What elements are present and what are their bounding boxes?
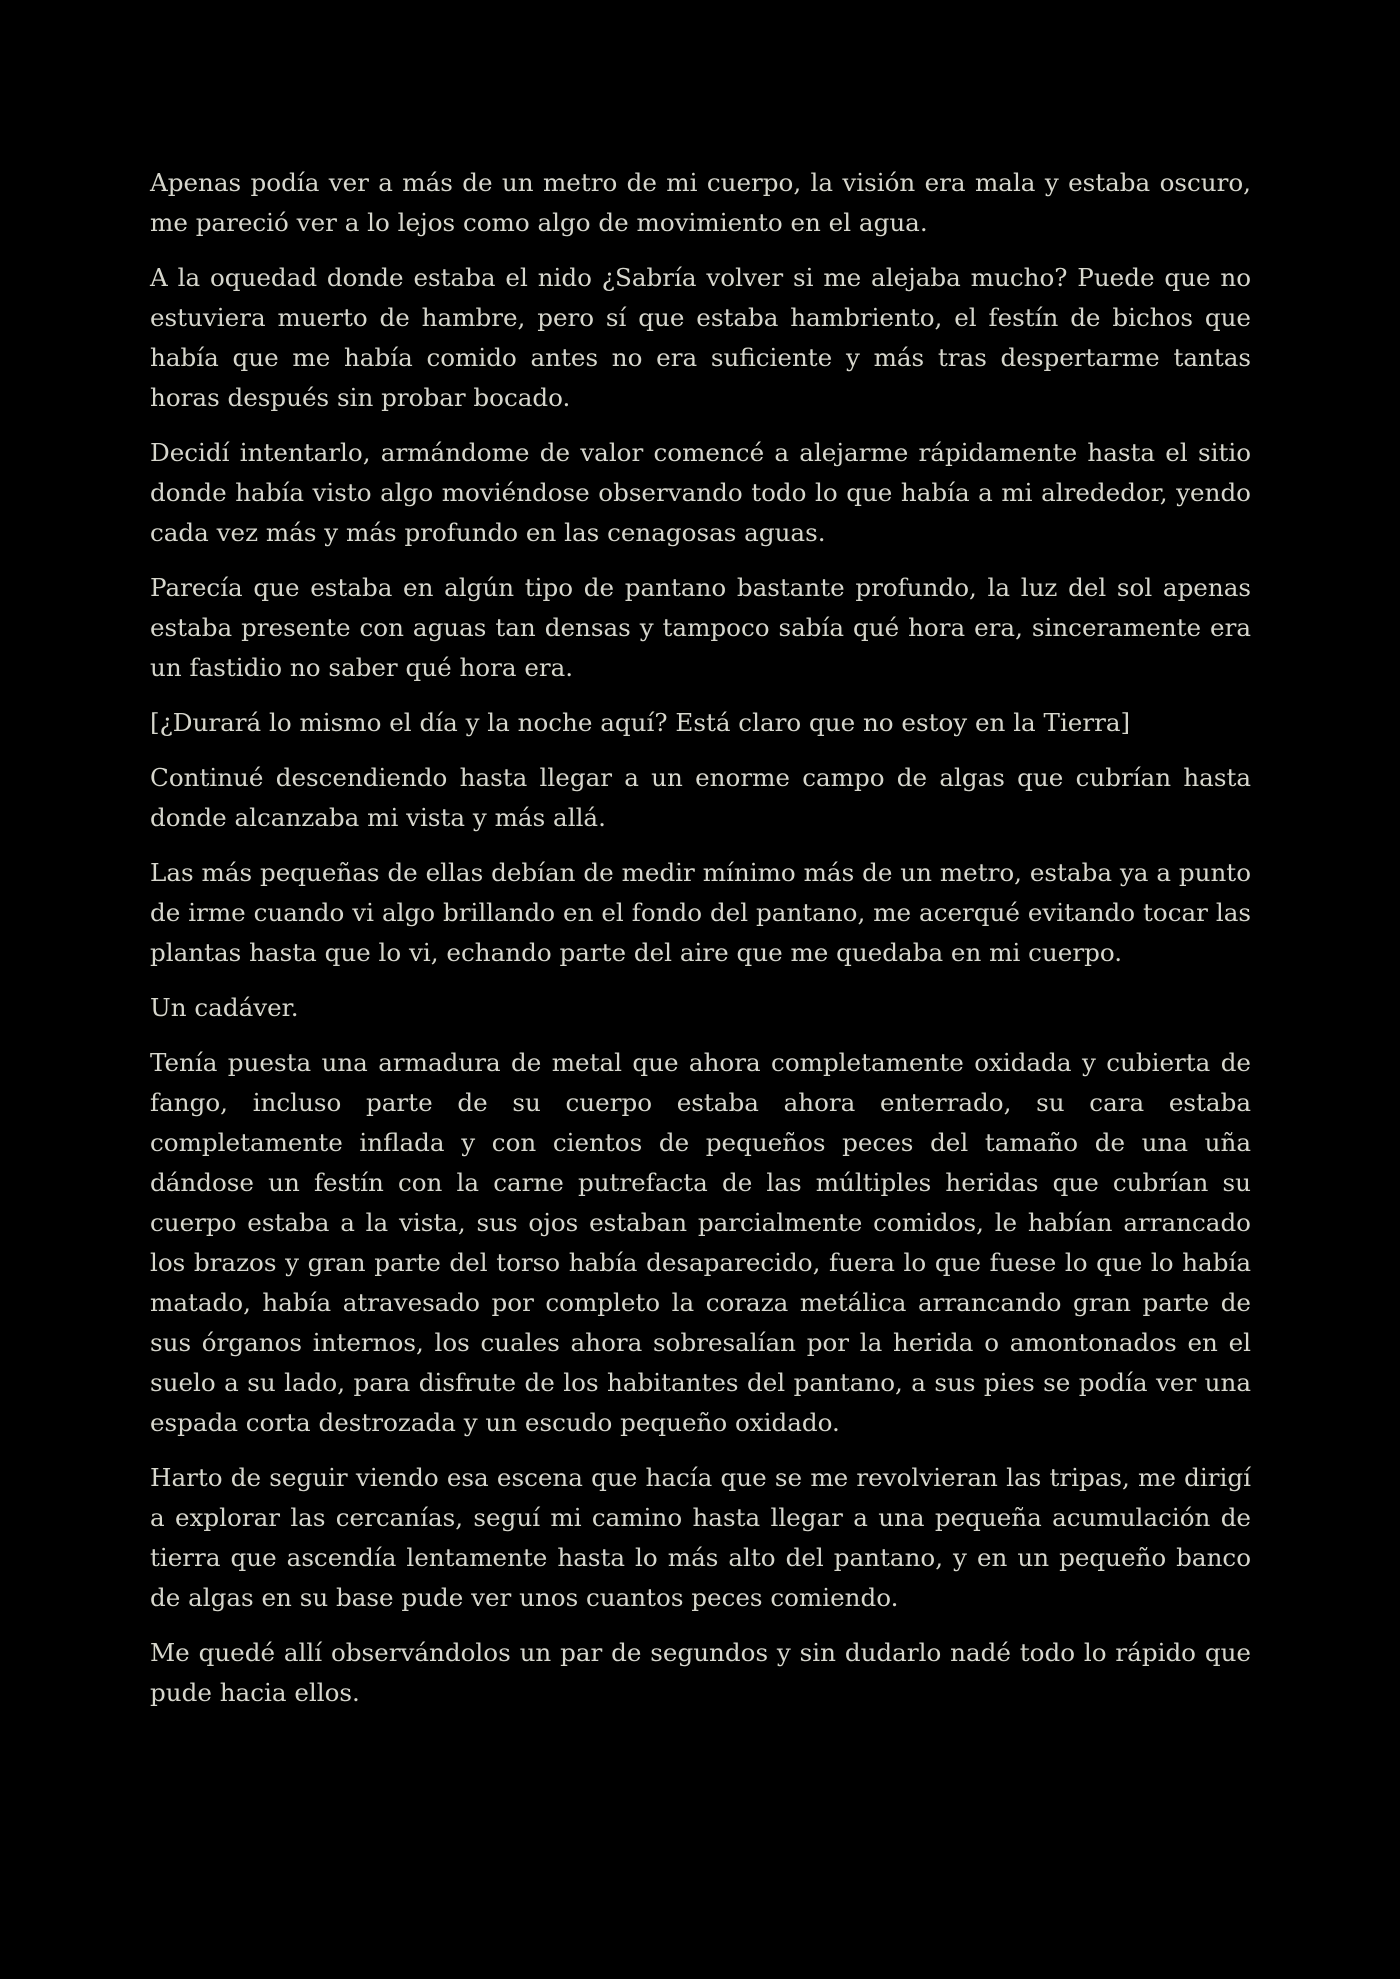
- paragraph: Me quedé allí observándolos un par de segundos y sin dudarlo nadé todo lo rápido que pude hacia ellos.: [150, 1638, 1251, 1707]
- paragraph: Las más pequeñas de ellas debían de medir mínimo más de un metro, estaba ya a punto de irme cuando vi algo brillando en el fondo del pantano, me acerqué evitando tocar las plantas hasta que lo vi, echando parte del aire que me quedaba en mi cuerpo.: [150, 858, 1251, 967]
- paragraph: Continué descendiendo hasta llegar a un enorme campo de algas que cubrían hasta donde alcanzaba mi vista y más allá.: [150, 763, 1251, 832]
- paragraph: Decidí intentarlo, armándome de valor comencé a alejarme rápidamente hasta el sitio donde había visto algo moviéndose observando todo lo que había a mi alrededor, yendo cada vez más y más profundo en las cenagosas aguas.: [150, 438, 1251, 547]
- paragraph: Un cadáver.: [150, 993, 299, 1022]
- paragraph: [¿Durará lo mismo el día y la noche aquí? Está claro que no estoy en la Tierra]: [150, 708, 1131, 737]
- text-body: [150, 163, 1251, 1728]
- paragraph: Apenas podía ver a más de un metro de mi cuerpo, la visión era mala y estaba oscuro, me pareció ver a lo lejos como algo de movimiento en el agua.: [150, 168, 1251, 237]
- paragraph: Parecía que estaba en algún tipo de pantano bastante profundo, la luz del sol apenas estaba presente con aguas tan densas y tampoco sabía qué hora era, sinceramente era un fastidio no saber qué hora era.: [150, 573, 1251, 682]
- paragraph: A la oquedad donde estaba el nido ¿Sabría volver si me alejaba mucho? Puede que no estuviera muerto de hambre, pero sí que estaba hambriento, el festín de bichos que había que me había comido antes no era suficiente y más tras despertarme tantas horas después sin probar bocado.: [150, 263, 1251, 412]
- paragraph: Harto de seguir viendo esa escena que hacía que se me revolvieran las tripas, me dirigí a explorar las cercanías, seguí mi camino hasta llegar a una pequeña acumulación de tierra que ascendía lentamente hasta lo más alto del pantano, y en un pequeño banco de algas en su base pude ver unos cuantos peces comiendo.: [150, 1463, 1251, 1612]
- paragraph: Tenía puesta una armadura de metal que ahora completamente oxidada y cubierta de fango, incluso parte de su cuerpo estaba ahora enterrado, su cara estaba completamente inflada y con cientos de pequeños peces del tamaño de una uña dándose un festín con la carne putrefacta de las múltiples heridas que cubrían su cuerpo estaba a la vista, sus ojos estaban parcialmente comidos, le habían arrancado los brazos y gran parte del torso había desaparecido, fuera lo que fuese lo que lo había matado, había atravesado por completo la coraza metálica arrancando gran parte de sus órganos internos, los cuales ahora sobresalían por la herida o amontonados en el suelo a su lado, para disfrute de los habitantes del pantano, a sus pies se podía ver una espada corta destrozada y un escudo pequeño oxidado.: [150, 1048, 1251, 1437]
